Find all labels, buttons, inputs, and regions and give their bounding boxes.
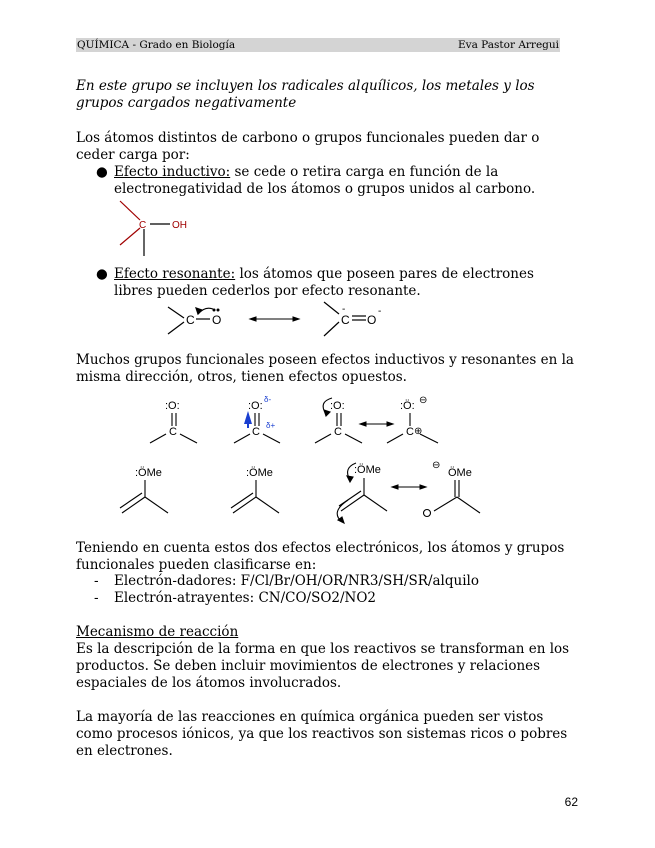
svg-text:C: C: [252, 426, 260, 438]
methoxy-alkene-2: [231, 467, 279, 513]
paragraph-4: Es la descripción de la forma en que los reactivos se transforman en los productos. Se deben incluir movimientos de electrones y relaciones espaciales de los átomos involucrados.: [76, 641, 570, 691]
svg-text:-: -: [342, 304, 346, 315]
paragraph-5: La mayoría de las reacciones en química orgánica pueden ser vistos como procesos iónicos, ya que los reactivos son sistemas ricos o pobres en electrones.: [76, 709, 568, 759]
methoxy-alkene-resonance-right: [424, 460, 481, 517]
carbonyl-resonance-left: [315, 398, 362, 443]
bullet-label: Efecto inductivo:: [114, 164, 231, 180]
header-left: QUÍMICA - Grado en Biología: [77, 39, 236, 51]
svg-text:δ+: δ+: [266, 421, 276, 430]
svg-text::O:: :O:: [248, 400, 263, 412]
methoxy-alkene-resonance-left: [337, 463, 387, 523]
bullet-label: Efecto resonante:: [114, 266, 236, 282]
svg-text::ÖMe: :ÖMe: [354, 464, 381, 476]
svg-text::O:: :O:: [330, 400, 345, 412]
carbon-label: C: [139, 220, 147, 231]
svg-text:ÖMe: ÖMe: [448, 467, 472, 479]
svg-text::ÖMe: :ÖMe: [246, 467, 273, 479]
oh-label: OH: [172, 220, 187, 231]
svg-text:C: C: [406, 426, 414, 438]
svg-text:O: O: [212, 313, 222, 327]
svg-text::Ö:: :Ö:: [400, 400, 415, 412]
header-right: Eva Pastor Arregui: [457, 39, 559, 51]
svg-text:C: C: [341, 313, 350, 327]
carbonyl-resonance-right: [387, 395, 438, 443]
intro-italic: En este grupo se incluyen los radicales alquílicos, los metales y los grupos cargados negativamente: [76, 78, 535, 111]
svg-text:⊖: ⊖: [432, 460, 441, 471]
paragraph-2: Muchos grupos funcionales poseen efectos inductivos y resonantes en la misma dirección, otros, tienen efectos opuestos.: [76, 352, 574, 385]
paragraph-3: Teniendo en cuenta estos dos efectos electrónicos, los átomos y grupos funcionales pueden clasificarse en:: [76, 540, 565, 573]
svg-text:⊖: ⊖: [419, 395, 428, 406]
bullet-dot: ●: [96, 164, 108, 180]
svg-text:⊕: ⊕: [414, 426, 423, 437]
inductive-structure: [120, 201, 187, 256]
resonance-arrow: [250, 317, 299, 321]
svg-text::O:: :O:: [165, 400, 180, 412]
svg-text:-: -: [378, 306, 382, 317]
mecanismo-title: Mecanismo de reacción: [76, 624, 239, 640]
carbonyl-plain: [150, 400, 197, 443]
svg-text:C: C: [186, 313, 195, 327]
bullet-text: los átomos que poseen pares de electrones libres pueden cederlos por efecto resonante.: [114, 266, 534, 299]
svg-text:O: O: [367, 313, 377, 327]
methoxy-resonance-arrow: [392, 485, 426, 489]
svg-text:δ-: δ-: [264, 395, 272, 404]
carbonyl-inductive: [234, 395, 280, 443]
svg-text:C: C: [334, 426, 342, 438]
svg-text:C: C: [169, 426, 177, 438]
carbonyl-resonance-arrow: [360, 422, 393, 426]
paragraph-1: Los átomos distintos de carbono o grupos funcionales pueden dar o ceder carga por:: [76, 130, 540, 163]
resonance-structure-right: [324, 302, 381, 336]
bullet-dot: ●: [96, 266, 108, 282]
bullet-text: se cede o retira carga en función de la electronegatividad de los átomos o grupos unidos al carbono.: [114, 164, 536, 197]
methoxy-alkene-1: [120, 467, 168, 513]
page-number: 62: [564, 795, 578, 809]
resonance-structure-left: [168, 307, 221, 334]
svg-text::ÖMe: :ÖMe: [135, 467, 162, 479]
